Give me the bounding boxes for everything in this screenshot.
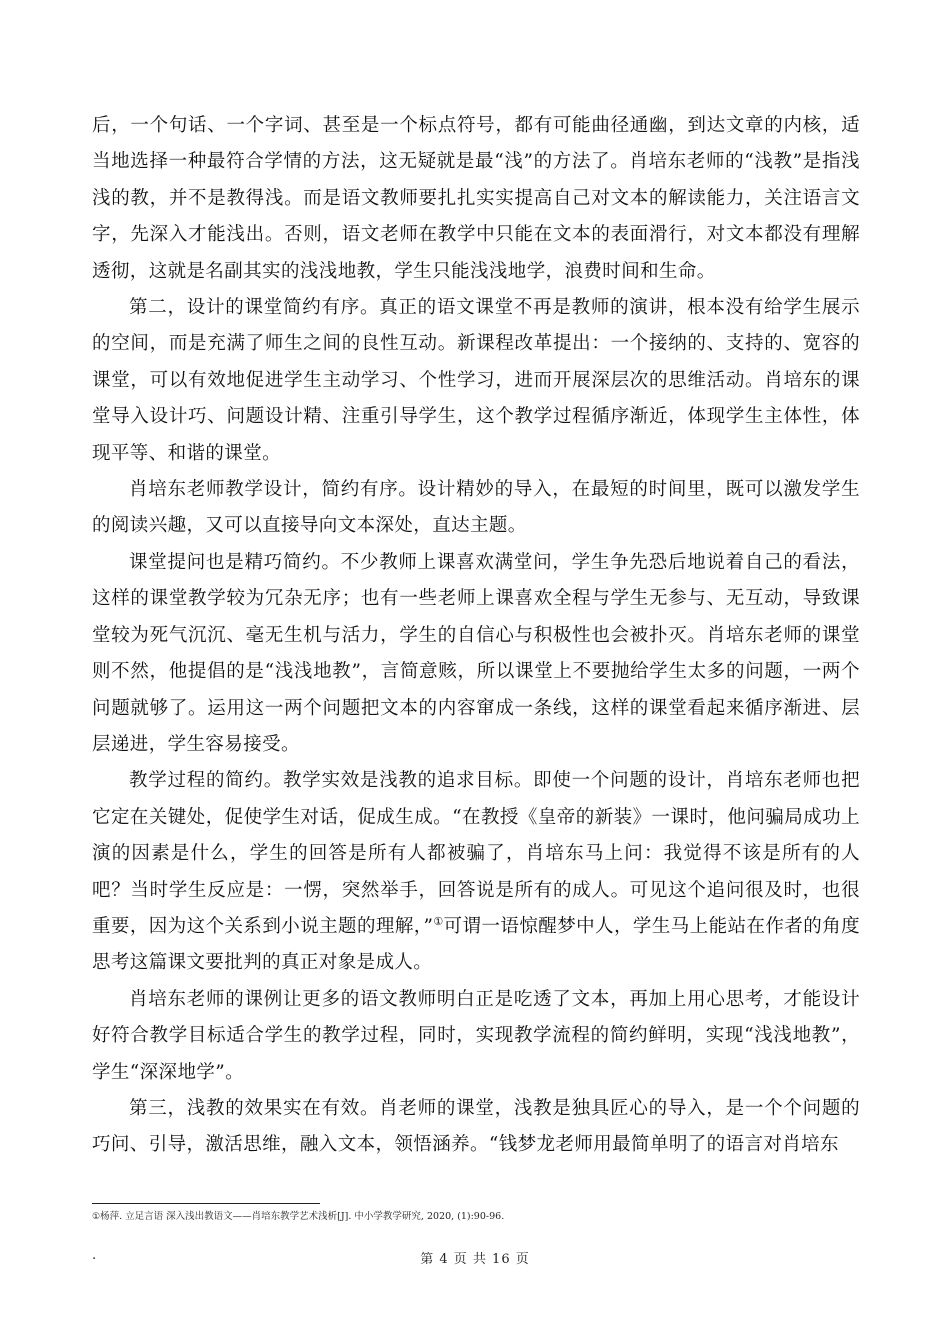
paragraph-case-study: 肖培东老师的课例让更多的语文教师明白正是吃透了文本，再加上用心思考，才能设计好符合教学目标适合学生的教学过程，同时，实现教学流程的简约鲜明，实现“浅浅地教”，学生“深深地学”。 bbox=[92, 988, 860, 1083]
footnote-mark: ① bbox=[92, 1212, 101, 1222]
page-number: 第 4 页 共 16 页 bbox=[420, 1252, 530, 1267]
footnote bbox=[92, 1210, 504, 1224]
footnote-divider bbox=[92, 1203, 320, 1204]
paragraph-questioning: 课堂提问也是精巧简约。不少教师上课喜欢满堂问，学生争先恐后地说着自己的看法，这样的课堂教学较为冗杂无序；也有一些老师上课喜欢全程与学生无参与、无互动，导致课堂较为死气沉沉、毫无生机与活力，学生的自信心与积极性也会被扑灭。肖培东老师的课堂则不然，他提倡的是“浅浅地教”，言简意赅，所以课堂上不要抛给学生太多的问题，一两个问题就够了。运用这一两个问题把文本的内容窜成一条线，这样的课堂看起来循序渐进、层层递进，学生容易接受。 bbox=[92, 551, 860, 755]
footnote-reference-mark[interactable]: ① bbox=[433, 914, 444, 928]
paragraph-process-after: 可谓一语惊醒梦中人，学生马上能站在作者的角度思考这篇课文要批判的真正对象是成人。 bbox=[92, 915, 860, 974]
paragraph-design: 肖培东老师教学设计，简约有序。设计精妙的导入，在最短的时间里，既可以激发学生的阅读兴趣，又可以直接导向文本深处，直达主题。 bbox=[92, 479, 860, 537]
footnote-text: 杨萍. 立足言语 深入浅出教语文——肖培东教学艺术浅析[J]. 中小学教学研究, 2020, (1):90-96. bbox=[100, 1211, 505, 1222]
body-text bbox=[92, 108, 860, 1164]
paragraph-process bbox=[92, 763, 860, 981]
paragraph-continuation: 后，一个句话、一个字词、甚至是一个标点符号，都有可能曲径通幽，到达文章的内核，适当地选择一种最符合学情的方法，这无疑就是最“浅”的方法了。肖培东老师的“浅教”是指浅浅的教，并不是教得浅。而是语文教师要扎扎实实提高自己对文本的解读能力，关注语言文字，先深入才能浅出。否则，语文老师在教学中只能在文本的表面滑行，对文本都没有理解透彻，这就是名副其实的浅浅地教，学生只能浅浅地学，浪费时间和生命。 bbox=[92, 115, 860, 282]
paragraph-process-before: 教学过程的简约。教学实效是浅教的追求目标。即使一个问题的设计，肖培东老师也把它定在关键处，促使学生对话，促成生成。“在教授《皇帝的新装》一课时，他问骗局成功上演的因素是什么，学生的回答是所有人都被骗了，肖培东马上问：我觉得不该是所有的人吧？当时学生反应是：一愣，突然举手，回答说是所有的成人。可见这个追问很及时，也很重要，因为这个关系到小说主题的理解，” bbox=[92, 770, 860, 937]
paragraph-third-point: 第三，浅教的效果实在有效。肖老师的课堂，浅教是独具匠心的导入，是一个个问题的巧问、引导，激活思维，融入文本，领悟涵养。“钱梦龙老师用最简单明了的语言对肖培东 bbox=[92, 1097, 860, 1156]
paragraph-second-point: 第二，设计的课堂简约有序。真正的语文课堂不再是教师的演讲，根本没有给学生展示的空间，而是充满了师生之间的良性互动。新课程改革提出：一个接纳的、支持的、宽容的课堂，可以有效地促进学生主动学习、个性学习，进而开展深层次的思维活动。肖培东的课堂导入设计巧、问题设计精、注重引导学生，这个教学过程循序渐近，体现学生主体性，体现平等、和谐的课堂。 bbox=[92, 297, 860, 464]
page-footer bbox=[0, 1248, 950, 1268]
footer-dot: . bbox=[92, 1248, 97, 1263]
